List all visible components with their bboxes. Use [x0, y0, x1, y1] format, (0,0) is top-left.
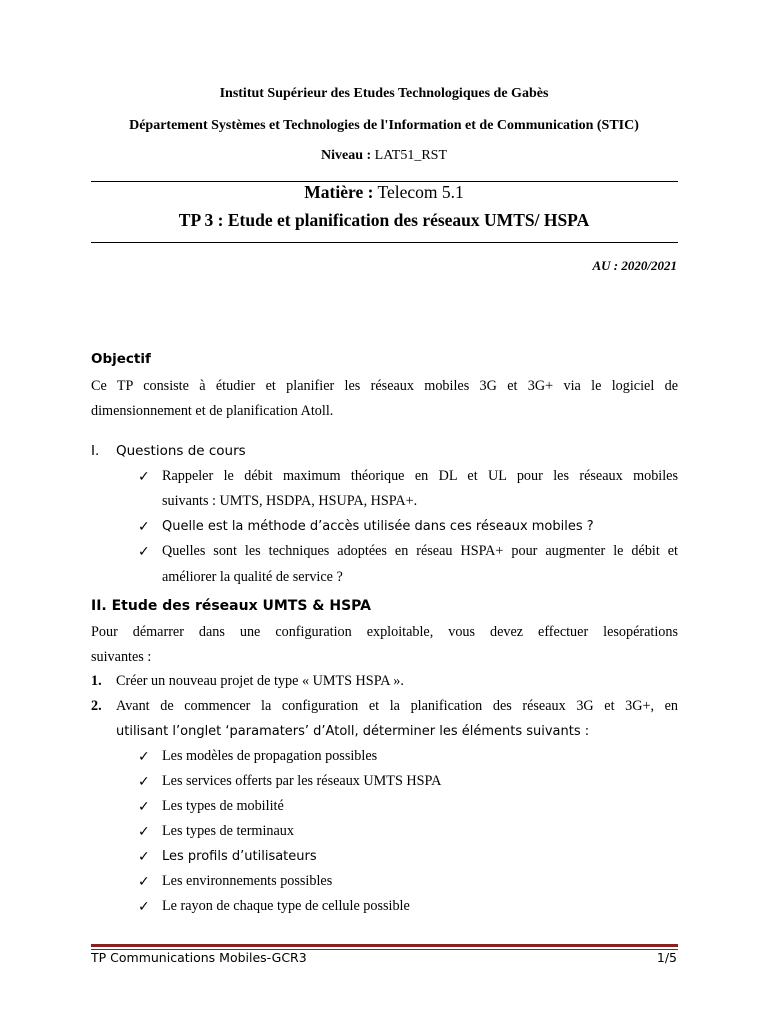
check-icon: ✓ — [138, 824, 150, 840]
academic-year: AU : 2020/2021 — [592, 258, 677, 273]
section2-heading: II. Etude des réseaux UMTS & HSPA — [91, 598, 371, 614]
check-icon: ✓ — [138, 519, 150, 535]
section1-item-2: Quelle est la méthode d’accès utilisée dans ces réseaux mobiles ? — [162, 519, 594, 534]
check-icon: ✓ — [138, 899, 150, 915]
section1-heading: Questions de cours — [116, 443, 246, 459]
objectif-line-2: dimensionnement et de planification Atoll. — [91, 403, 334, 419]
subitem-terminaux: Les types de terminaux — [162, 823, 294, 839]
section1-number: I. — [91, 443, 100, 459]
section2-intro-line-1: Pour démarrer dans une configuration exploitable, vous devez effectuer lesopérations — [91, 624, 678, 640]
niveau-line — [0, 148, 768, 164]
step2-number: 2. — [91, 698, 102, 714]
objectif-heading: Objectif — [91, 351, 151, 367]
subitem-services: Les services offerts par les réseaux UMTS HSPA — [162, 773, 442, 789]
niveau-value: LAT51_RST — [374, 148, 447, 163]
matiere-value: Telecom 5.1 — [377, 182, 464, 202]
section2-intro-line-2: suivantes : — [91, 649, 152, 665]
step1-number: 1. — [91, 673, 102, 689]
objectif-line-1: Ce TP consiste à étudier et planifier les réseaux mobiles 3G et 3G+ via le logiciel de — [91, 378, 678, 394]
check-icon: ✓ — [138, 874, 150, 890]
step2-line-1: Avant de commencer la configuration et la planification des réseaux 3G et 3G+, en — [116, 698, 678, 714]
department-name: Département Systèmes et Technologies de l'Information et de Communication (STIC) — [129, 118, 639, 133]
section1-item-3-line-1: Quelles sont les techniques adoptées en réseau HSPA+ pour augmenter le débit et — [162, 543, 678, 559]
step2-line-2: utilisant l’onglet ‘paramaters’ d’Atoll, déterminer les éléments suivants : — [116, 724, 590, 739]
check-icon: ✓ — [138, 749, 150, 765]
check-icon: ✓ — [138, 774, 150, 790]
check-icon: ✓ — [138, 849, 150, 865]
footer-rule-thick — [91, 944, 678, 947]
institution-name: Institut Supérieur des Etudes Technologiques de Gabès — [219, 86, 549, 101]
check-icon: ✓ — [138, 469, 150, 485]
header-rule-bottom — [91, 242, 678, 243]
section1-item-3-line-2: améliorer la qualité de service ? — [162, 569, 343, 585]
page-number: 1/5 — [656, 950, 677, 965]
section1-item-1-line-1: Rappeler le débit maximum théorique en DL et UL pour les réseaux mobiles — [162, 468, 678, 484]
check-icon: ✓ — [138, 544, 150, 560]
subitem-profils: Les profils d’utilisateurs — [162, 849, 317, 864]
niveau-label: Niveau : — [320, 148, 372, 163]
subitem-rayon: Le rayon de chaque type de cellule possible — [162, 898, 410, 914]
matiere-line — [0, 182, 768, 203]
tp-title: TP 3 : Etude et planification des réseaux UMTS/ HSPA — [178, 210, 590, 230]
subitem-environnements: Les environnements possibles — [162, 873, 333, 889]
section1-item-1-line-2: suivants : UMTS, HSDPA, HSUPA, HSPA+. — [162, 493, 418, 509]
subitem-propagation: Les modèles de propagation possibles — [162, 748, 378, 764]
subitem-mobilite: Les types de mobilité — [162, 798, 284, 814]
step1-text: Créer un nouveau projet de type « UMTS HSPA ». — [116, 673, 404, 689]
matiere-label: Matière : — [304, 182, 374, 202]
footer-course: TP Communications Mobiles-GCR3 — [91, 950, 307, 965]
check-icon: ✓ — [138, 799, 150, 815]
